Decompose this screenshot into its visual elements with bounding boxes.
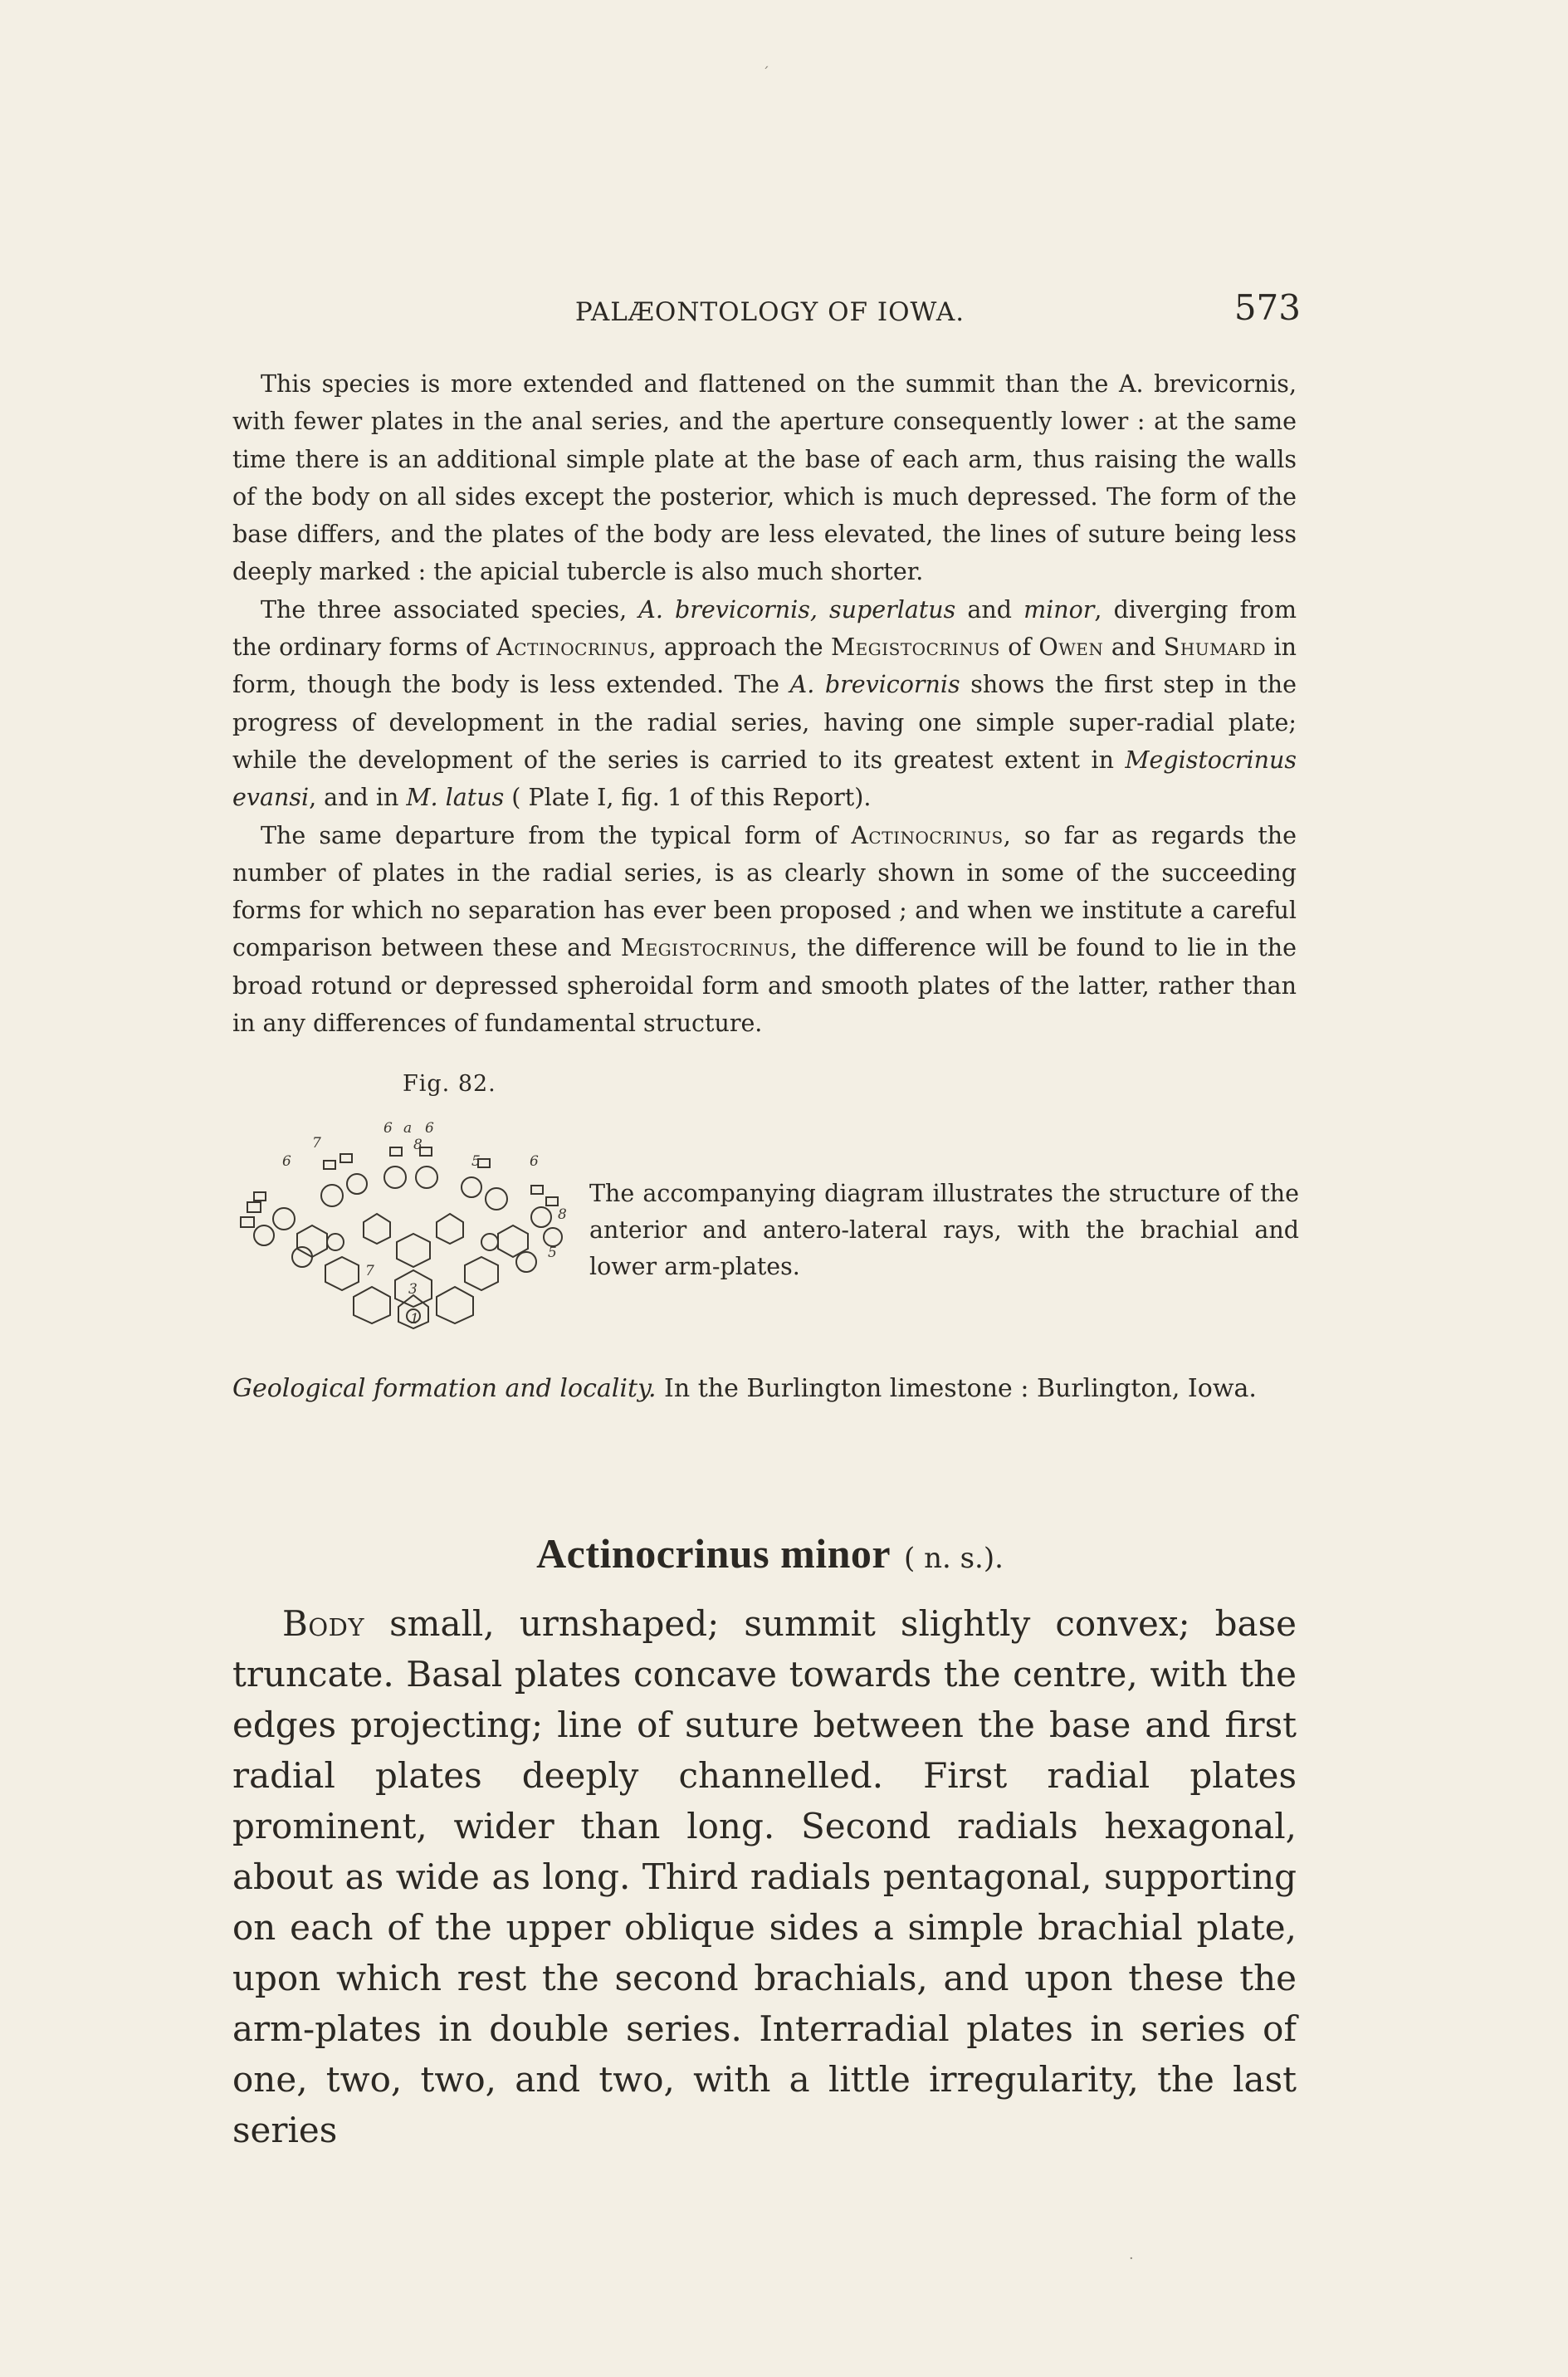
arm-plate — [247, 1202, 261, 1212]
arm-plate — [546, 1197, 558, 1206]
brachial-plate — [254, 1225, 274, 1245]
text-run: , and in — [309, 784, 407, 812]
arm-plate — [340, 1154, 352, 1162]
brachial-plate — [416, 1166, 437, 1188]
radial-plate — [465, 1257, 498, 1290]
plate-numeral: 5 — [548, 1245, 557, 1261]
discussion-text — [232, 365, 1297, 1042]
text-run: The three associated species, — [261, 595, 639, 624]
text-run: The same departure from the typical form of — [261, 821, 852, 849]
figure-caption: The accompanying diagram illustrates the structure of the anterior and antero-lateral rays, with the brachial and lower arm-plates. — [589, 1180, 1299, 1280]
species-name: Actinocrinus minor — [536, 1530, 891, 1577]
description-text: small, urnshaped; summit slightly convex; base truncate. Basal plates concave towards the centre, with the edges projecting; line of suture between the base and first radial plates deeply channelled. First radial plates prominent, wider than long. Second radials hexagonal, about as wide as long. Third radials pentagonal, supporting on each of the upper oblique sides a simple brachial plate, upon which rest the second brachials, and upon these the arm-plates in double series. Interradial plates in series of one, two, two, and two, with a little irregularity, the last series — [232, 1603, 1297, 2150]
species-authority: ( n. s.). — [904, 1542, 1004, 1575]
brachial-plate — [273, 1208, 295, 1230]
radial-plate — [397, 1234, 430, 1267]
plate-numeral: 7 — [312, 1135, 321, 1152]
plate-diagram — [232, 1111, 581, 1360]
species-italic: M. latus — [406, 784, 505, 812]
interradial-plate — [516, 1252, 536, 1272]
genus-smallcaps: Actinocrinus — [851, 821, 1004, 849]
radial-plate — [437, 1287, 473, 1323]
radial-plate — [354, 1287, 390, 1323]
locality-text — [232, 1370, 1297, 1407]
text-run: and — [955, 595, 1024, 624]
brachial-plate — [486, 1188, 507, 1210]
radial-plate — [437, 1214, 463, 1244]
brachial-plate — [321, 1185, 343, 1206]
radial-plate — [297, 1225, 327, 1257]
arm-plate — [324, 1161, 335, 1169]
text-run: ( Plate I, fig. 1 of this Report). — [504, 784, 872, 812]
plate-numeral: 3 — [408, 1281, 418, 1298]
brachial-plate — [531, 1207, 551, 1227]
plate-numeral: 1 — [410, 1311, 419, 1328]
plate-numeral: 6 — [530, 1153, 539, 1170]
plate-numeral: 7 — [365, 1263, 374, 1279]
plate-numeral: 5 — [471, 1153, 481, 1170]
author-smallcaps: Shumard — [1163, 633, 1267, 662]
running-header — [232, 282, 1307, 332]
plate-numeral: a — [403, 1120, 413, 1137]
text-run: of — [999, 633, 1039, 662]
text-run: , so far as regards the number of plates in the radial series, is as clearly shown in some of the succeeding forms for which no separation has ever been proposed ; and when we institute a careful comparison between these and — [232, 821, 1297, 962]
plate-numeral: 6 — [383, 1120, 393, 1137]
arm-plate — [390, 1147, 402, 1156]
paragraph-3 — [232, 817, 1297, 1043]
interradial-plate — [481, 1234, 498, 1250]
text-run: and — [1103, 633, 1164, 662]
paragraph-2 — [232, 591, 1297, 817]
genus-smallcaps: Megistocrinus — [620, 934, 790, 962]
interradial-plate — [292, 1247, 312, 1267]
species-italic: A. brevicornis, superlatus — [638, 595, 956, 624]
species-italic: minor — [1023, 595, 1095, 624]
species-italic: Megistocrinus evansi — [232, 746, 1297, 812]
stray-mark: · — [1129, 2250, 1134, 2267]
genus-smallcaps: Megistocrinus — [830, 633, 1000, 662]
brachial-plate — [384, 1166, 406, 1188]
figure-82 — [232, 1071, 1307, 1387]
description-lead: Body — [282, 1603, 365, 1644]
text-run: , the difference will be found to lie in the broad rotund or depressed spheroidal form and smooth plates of the latter, rather than in any differences of fundamental structure. — [232, 934, 1297, 1038]
text-run: in form, though the body is less extended. The — [232, 633, 1297, 699]
text-run: , diverging from the ordinary forms of — [232, 595, 1297, 662]
brachial-plate — [544, 1228, 562, 1246]
brachial-plate — [462, 1177, 481, 1197]
brachial-plate — [347, 1174, 367, 1194]
text-run: , approach the — [648, 633, 831, 662]
stray-mark: ˊ — [762, 65, 769, 82]
page-number: 573 — [1233, 287, 1301, 328]
author-smallcaps: Owen — [1038, 633, 1104, 662]
radial-plate — [364, 1214, 390, 1244]
radial-plate — [325, 1257, 359, 1290]
text-run: shows the first step in the progress of development in the radial series, having one simple super-radial plate; while the development of the series is carried to its greatest extent in — [232, 671, 1297, 774]
plate-numeral: 6 — [282, 1153, 291, 1170]
plate-numeral: 8 — [558, 1206, 567, 1223]
locality-label: Geological formation and locality. — [232, 1374, 657, 1403]
species-italic: A. brevicornis — [789, 671, 960, 699]
genus-smallcaps: Actinocrinus — [496, 633, 649, 662]
arm-plate — [241, 1217, 254, 1227]
locality-value: In the Burlington limestone : Burlington, Iowa. — [656, 1374, 1257, 1403]
species-heading — [232, 1529, 1307, 1577]
interradial-plate — [327, 1234, 344, 1250]
figure-label: Fig. 82. — [403, 1071, 496, 1097]
plate-numeral: 8 — [413, 1137, 423, 1153]
arm-plate — [254, 1192, 266, 1201]
plate-numeral: 6 — [425, 1120, 434, 1137]
species-description — [232, 1598, 1297, 2155]
paragraph-1: This species is more extended and flattened on the summit than the A. brevicornis, with fewer plates in the anal series, and the aperture consequently lower : at the same time there is an additional simple plate at the base of each arm, thus raising the walls of the body on all sides except the posterior, which is much depressed. The form of the base differs, and the plates of the body are less elevated, the lines of suture being less deeply marked : the apicial tubercle is also much shorter. — [232, 370, 1297, 586]
description-paragraph — [232, 1598, 1297, 2155]
running-title: PALÆONTOLOGY OF IOWA. — [574, 297, 965, 327]
arm-plate — [531, 1186, 543, 1194]
